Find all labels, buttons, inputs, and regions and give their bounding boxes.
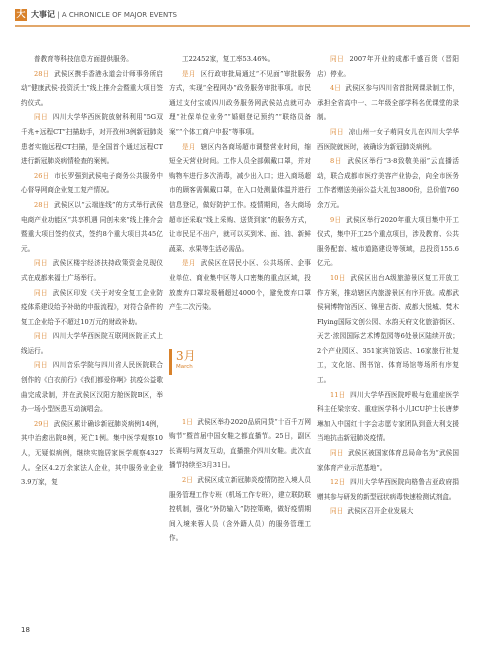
entry: 26日 市长罗强到武侯电子商务公共服务中心督导网商企业复工复产情况。 <box>21 171 164 195</box>
column-left <box>21 52 163 490</box>
entry: 10日 武侯区出台A级旅游景区复工开放工作方案，推动辖区内旅游景区有序开放。成都武侯祠博物馆西区、锦里古街、成都大悦城、梵木Flying国际文创公园、水韵天府文化旅游街区、天艺·浓园国际艺术博览园等6处景区陆续开放；2个产业园区、351家宾馆饭店、16家旅行社复工，文化馆、图书馆、体育场馆等场所有序复工。 <box>317 273 459 385</box>
entry: 8日 武侯区举行“3·8致敬美丽”云直播活动，联合成都市医疗美容产业协会，向全市医务工作者赠送美丽公益大礼包3800份，总价值760余万元。 <box>317 157 459 209</box>
entry: 工22452家，复工率53.46%。 <box>182 55 275 63</box>
entry: 28日 武侯区携手香港永道会计师事务所启动“健康武侯·投资沃土”线上推介会暨重大项目签约仪式。 <box>21 69 164 107</box>
entry: 28日 武侯区以“云端连线”的方式举行武侯电商产业功能区“共享机遇 同创未来”线上推介会暨重大项目签约仪式，签约8个重大项目共45亿元。 <box>21 200 163 253</box>
entry: 普教育等科技信息方面提供服务。 <box>34 55 133 63</box>
header-title: 大事记 | A CHRONICLE OF MAJOR EVENTS <box>31 10 177 19</box>
entry: 是月 辖区内各商场超市调整营业时间，缩短全天营业时间。工作人员全部佩戴口罩，并对购物车进行多次消毒，减少出入口；进入商场超市的顾客需佩戴口罩，在入口处测量体温并进行信息登记，做好防护工作。疫情期间，各大商场超市还采取“线上采购、送货到家”的服务方式，让市民足不出户，就可以买到米、面、油、新鲜蔬菜、水果等生活必需品。 <box>169 142 312 253</box>
entry: 同日 武侯区被国家体育总局命名为“武侯国家体育产业示范基地”。 <box>317 449 459 472</box>
chronicle-icon: 大 <box>16 10 26 20</box>
entry: 是月 区行政审批局通过“不见面”审批服务方式，实现“全程网办”政务服务审批事项。市民通过支付宝或四川政务服务网武侯站点就可办理“社保单位业务”“婚姻登记预约”“联络员备案”“个体工商户申报”等事项。 <box>169 69 312 136</box>
entry: 同日 四川音乐学院与四川省人民医院联合创作的《白衣前行》《我们都爱你啊》抗疫公益歌曲完成录制，并在武侯区汉阳方舱医院B区，举办一场小型医患互动演唱会。 <box>21 361 164 414</box>
month-title: 3月 <box>176 348 196 363</box>
entry: 同日 四川大学华西医院放射科利用“5G双千兆+远程CT”扫描助手，对开孜州3例新冠肺炎患者实施远程CT扫描，是全国首个通过远程CT进行新冠肺炎病情检查的案例。 <box>21 113 163 166</box>
header-rule <box>15 25 470 27</box>
entry: 是月 武侯区在居民小区、公共场所、企事业单位、商业集中区等人口密集的重点区域，投放废弃口罩垃圾桶超过4000个，避免废弃口罩产生二次污染。 <box>169 259 312 312</box>
entry: 2日 武侯区成立新冠肺炎疫情防控入境人员服务管理工作专班（机场工作专班），建立联防联控机制，强化“外防输入”防控策略，做好疫情期间入境来蓉人员（含外籍人员）的服务管理工作。 <box>169 476 311 543</box>
month-accent-bar <box>169 349 172 375</box>
header-subtitle: A CHRONICLE OF MAJOR EVENTS <box>61 11 177 19</box>
entry: 同日 四川大学华西医院互联网医院正式上线运行。 <box>21 332 164 355</box>
entry: 29日 武侯区累计确诊新冠肺炎病例14例，其中治愈出院8例，死亡1例。集中医学观察10人，无疑似病例，继续实施居家医学观察4327人。全区4.2万余家法人企业，其中服务业企业3.9万家，复 <box>21 419 164 487</box>
month-subtitle: March <box>176 363 193 370</box>
entry: 9日 武侯区举行2020年重大项目集中开工仪式，集中开工25个重点项目，涉及教育、公共服务配套、城市道路建设等领域，总投资155.6亿元。 <box>317 215 460 268</box>
entry: 同日 武侯区印发《关于对安全复工企业防疫体系建设给予补助的申报流程》，对符合条件的复工企业给予不超过10万元的财政补助。 <box>21 288 164 326</box>
entry: 12日 四川大学华西医院向格鲁吉亚政府捐赠其参与研发的新型冠状病毒快速检测试剂盒。 <box>317 478 460 501</box>
entry: 1日 武侯区举办2020品质同贷“十百千万网购节”暨首届中国女鞋之都直播节。25日，副区长赛明与网友互动，直播推介四川女鞋。此次直播节持续至3月31日。 <box>169 417 311 470</box>
month-heading <box>169 349 311 375</box>
entry: 11日 四川大学华西医院呼吸与危重症医学科主任梁宗安、重症医学科小儿ICU护士长唐梦琳加入中国红十字会志愿专家团队到意大利支援当地抗击新冠肺炎疫情。 <box>317 390 460 443</box>
entry: 同日 2007年开业的成都千盛百货（晋阳店）停业。 <box>317 55 459 78</box>
entry: 同日 武侯区楼宇经济扶持政策资金兑现仪式在成都来福士广场举行。 <box>21 259 164 282</box>
entry: 同日 武侯区召开企业发展大 <box>330 507 414 516</box>
header-title-cn: 大事记 <box>31 10 55 19</box>
column-right <box>317 52 459 519</box>
entry: 同日 凉山州一女子萌同女儿在四川大学华西医院就医时，被确诊为新冠肺炎病例。 <box>317 127 460 151</box>
chronicle-header <box>15 9 470 23</box>
entry: 4日 武侯区参与四川省首批网课录制工作，承担全省高中一、二年级全部学科名优课堂的录制。 <box>317 84 459 122</box>
page-number: 18 <box>21 626 30 634</box>
column-middle <box>169 52 311 546</box>
